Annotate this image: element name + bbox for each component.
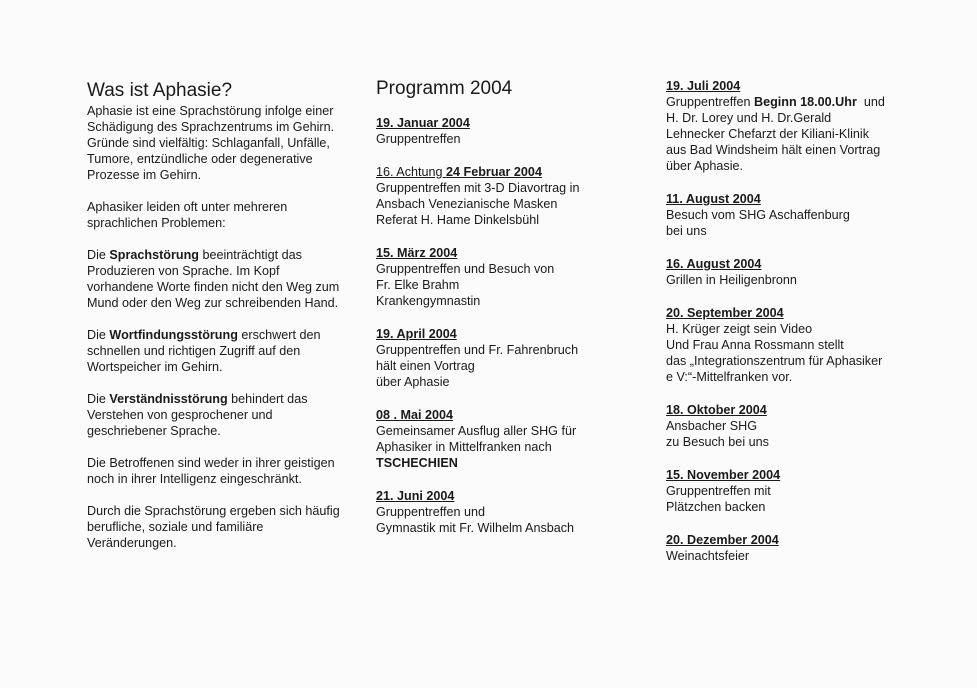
event-line: aus Bad Windsheim hält einen Vortrag [666, 143, 881, 157]
aphasie-paragraph: Aphasie ist eine Sprachstörung infolge einer Schädigung des Sprachzentrums im Gehirn. Gründe sind vielfältig: Schlaganfall, Unfälle, Tumore, entzündliche oder degenerative Prozesse im Gehirn. [87, 104, 335, 182]
event-line: Weinachtsfeier [666, 549, 750, 563]
event-line: hält einen Vortrag [376, 359, 475, 373]
wortfindung-paragraph: Die Wortfindungsstörung erschwert den schnellen und richtigen Zugriff auf den Wortspeicher im Gehirn. [87, 328, 321, 374]
event-item [666, 78, 928, 174]
event-line: über Aphasie [376, 375, 450, 389]
event-item [376, 488, 638, 536]
event-date: 19. April 2004 [376, 327, 457, 341]
event-item [376, 245, 638, 309]
event-item [666, 256, 928, 288]
aphasie-paragraph: Aphasiker leiden oft unter mehreren sprachlichen Problemen: [87, 200, 288, 230]
event-item [376, 115, 638, 147]
event-line: Plätzchen backen [666, 500, 766, 514]
event-item [666, 305, 928, 385]
event-line: Gruppentreffen und Besuch von [376, 262, 555, 276]
event-line: Gemeinsamer Ausflug aller SHG für [376, 424, 577, 438]
event-line: Gruppentreffen mit [666, 484, 771, 498]
event-date: 15. März 2004 [376, 246, 458, 260]
event-line: Referat H. Hame Dinkelsbühl [376, 213, 540, 227]
sprachstoerung-paragraph: Die Sprachstörung beeinträchtigt das Produzieren von Sprache. Im Kopf vorhandene Worte finden nicht den Weg zum Mund oder den Weg zur schreibenden Hand. [87, 248, 340, 310]
event-item [376, 326, 638, 390]
aphasie-title: Was ist Aphasie? [87, 80, 233, 101]
event-date: 16. Achtung 24 Februar 2004 [376, 165, 542, 179]
event-date: 19. Januar 2004 [376, 116, 470, 130]
event-line: bei uns [666, 224, 707, 238]
verstaendnis-term: Verständnisstörung [109, 392, 228, 406]
event-date: 15. November 2004 [666, 468, 781, 482]
event-date: 08 . Mai 2004 [376, 408, 454, 422]
event-line: Fr. Elke Brahm [376, 278, 460, 292]
event-line: TSCHECHIEN [376, 456, 458, 470]
event-line: Aphasiker in Mittelfranken nach [376, 440, 552, 454]
programm-column-2 [666, 78, 928, 581]
event-line: Besuch vom SHG Aschaffenburg [666, 208, 850, 222]
event-line: Gruppentreffen Beginn 18.00.Uhr und [666, 95, 885, 109]
event-line: e V:“-Mittelfranken vor. [666, 370, 793, 384]
verstaendnis-paragraph: Die Verständnisstörung behindert das Verstehen von gesprochener und geschriebener Sprache. [87, 392, 308, 438]
sprachstoerung-term: Sprachstörung [109, 248, 199, 262]
event-line: H. Dr. Lorey und H. Dr.Gerald [666, 111, 832, 125]
programm-column-1 [376, 78, 638, 553]
aphasie-paragraph: Durch die Sprachstörung ergeben sich häufig berufliche, soziale und familiäre Veränderungen. [87, 504, 340, 550]
event-line: das „Integrationszentrum für Aphasiker [666, 354, 883, 368]
aphasie-column [87, 80, 349, 567]
event-line: Krankengymnastin [376, 294, 481, 308]
event-line: H. Krüger zeigt sein Video [666, 322, 813, 336]
aphasie-paragraph: Die Betroffenen sind weder in ihrer geistigen noch in ihrer Intelligenz eingeschränkt. [87, 456, 335, 486]
event-item [666, 467, 928, 515]
event-line: Gruppentreffen und Fr. Fahrenbruch [376, 343, 579, 357]
event-date: 18. Oktober 2004 [666, 403, 767, 417]
event-item [666, 191, 928, 239]
event-line: Ansbacher SHG [666, 419, 757, 433]
event-line: Und Frau Anna Rossmann stellt [666, 338, 844, 352]
event-item [666, 532, 928, 564]
event-date: 21. Juni 2004 [376, 489, 455, 503]
event-item [376, 407, 638, 471]
event-date: 20. Dezember 2004 [666, 533, 779, 547]
programm-title: Programm 2004 [376, 78, 513, 99]
event-line: über Aphasie. [666, 159, 744, 173]
event-line: Gymnastik mit Fr. Wilhelm Ansbach [376, 521, 575, 535]
event-line: Grillen in Heiligenbronn [666, 273, 797, 287]
wortfindung-term: Wortfindungsstörung [109, 328, 238, 342]
event-line: Ansbach Venezianische Masken [376, 197, 558, 211]
event-item [666, 402, 928, 450]
event-date: 16. August 2004 [666, 257, 762, 271]
event-date: 19. Juli 2004 [666, 79, 741, 93]
event-line: zu Besuch bei uns [666, 435, 769, 449]
event-line: Gruppentreffen mit 3-D Diavortrag in [376, 181, 580, 195]
event-date: 11. August 2004 [666, 192, 761, 206]
event-line: Lehnecker Chefarzt der Kiliani-Klinik [666, 127, 869, 141]
event-line: Gruppentreffen und [376, 505, 485, 519]
event-item [376, 164, 638, 228]
event-line: Gruppentreffen [376, 132, 461, 146]
event-date: 20. September 2004 [666, 306, 784, 320]
